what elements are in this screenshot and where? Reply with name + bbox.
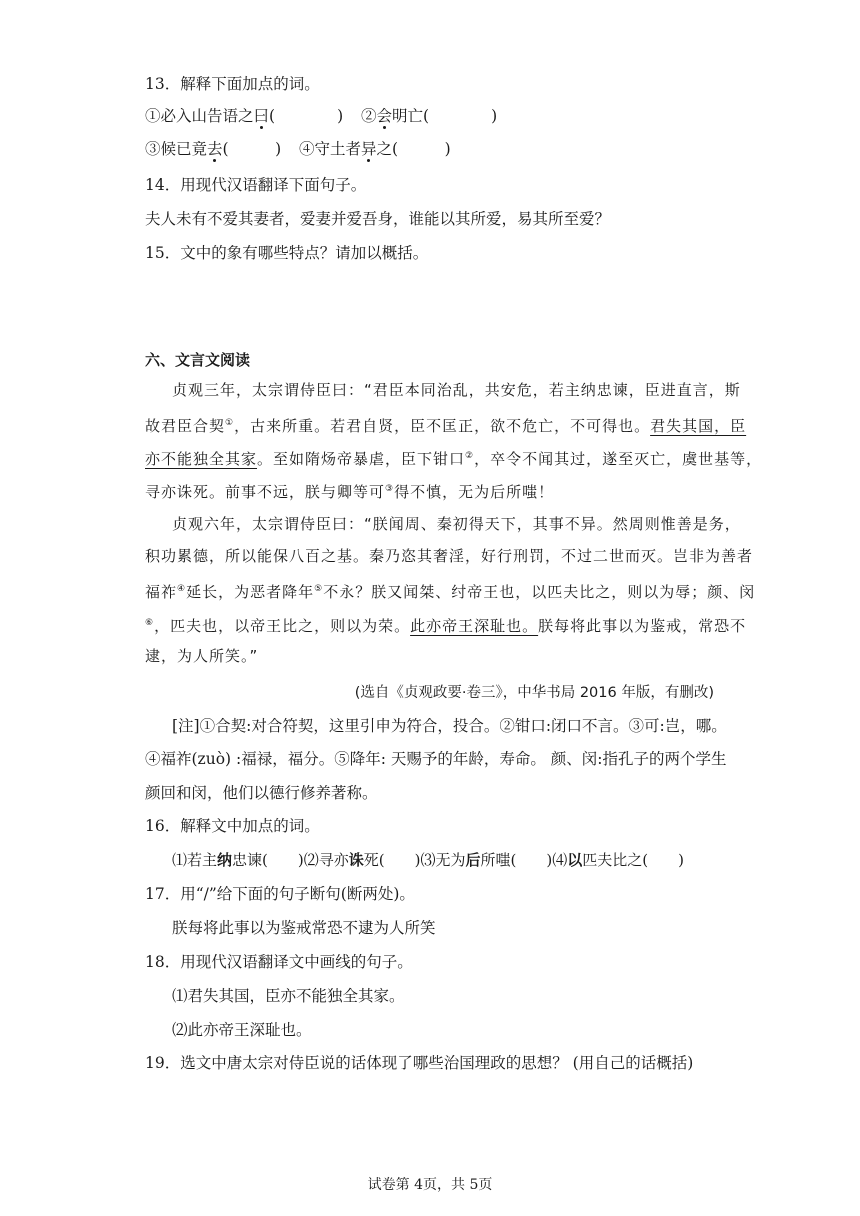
underlined-sentence-1-part-1: 君失其国，臣 bbox=[650, 417, 747, 435]
underlined-sentence-1-part-2: 亦不能独全其家 bbox=[145, 450, 258, 468]
q16-item-4-prefix: ⑷ bbox=[552, 851, 568, 869]
footnote-ref: ② bbox=[465, 451, 475, 461]
q13-item-2-rest[interactable]: 明亡( ) bbox=[392, 107, 498, 125]
q18-sentence-1: ⑴君失其国，臣亦不能独全其家。 bbox=[172, 987, 405, 1005]
q16-title: 16．解释文中加点的词。 bbox=[145, 817, 320, 835]
footnote-ref: ⑥ bbox=[145, 618, 155, 628]
passage-p2-line-3 bbox=[145, 579, 755, 602]
underlined-sentence-2: 此亦帝王深耻也。 bbox=[410, 617, 539, 635]
passage-p2-line-2: 积功累德，所以能保八百之基。秦乃恣其奢淫，好行刑罚，不过二世而灭。岂非为善者 bbox=[145, 547, 754, 565]
q16-items bbox=[172, 850, 684, 870]
q16-item-1-blank[interactable]: 忠谏( ) bbox=[232, 851, 304, 869]
q17-title: 17．用“/”给下面的句子断句(断两处)。 bbox=[145, 885, 415, 903]
q13-item-3-prefix: ③候已竟 bbox=[145, 140, 208, 158]
passage-p1-line-2 bbox=[145, 413, 746, 436]
passage-p1-line-1: 贞观三年，太宗谓侍臣曰：“君臣本同治乱，共安危，若主纳忠谏，臣进直言，斯 bbox=[172, 381, 741, 399]
q17-sentence: 朕每将此事以为鉴戒常恐不逮为人所笑 bbox=[172, 919, 436, 937]
q18-title: 18．用现代汉语翻译文中画线的句子。 bbox=[145, 953, 413, 971]
footnote-ref: ⑤ bbox=[314, 584, 324, 594]
q16-bold-word-1: 纳 bbox=[217, 851, 233, 869]
q14-sentence: 夫人未有不爱其妻者，爱妻并爱吾身，谁能以其所爱，易其所至爱？ bbox=[145, 210, 611, 228]
passage-text: 朕每将此事以为鉴戒，常恐不 bbox=[538, 617, 747, 635]
footnote-ref: ① bbox=[225, 418, 235, 428]
passage-p1-line-4 bbox=[145, 479, 554, 502]
q16-item-4-blank[interactable]: 匹夫比之( ) bbox=[582, 851, 684, 869]
q13-item-4-prefix: ④守土者 bbox=[299, 140, 362, 158]
source-citation: (选自《贞观政要·卷三》，中华书局 2016 年版，有删改) bbox=[354, 685, 714, 701]
q13-dotted-word-4: 异 bbox=[361, 140, 377, 158]
q16-item-2-blank[interactable]: 死( ) bbox=[363, 851, 421, 869]
passage-text: 不永？朕又闻桀、纣帝王也，以匹夫比之，则以为辱；颜、闵 bbox=[323, 583, 756, 601]
notes-line-1: [注]①合契:对合符契，这里引申为符合，投合。②钳口:闭口不言。③可:岂，哪。 bbox=[172, 717, 727, 735]
passage-p2-line-4 bbox=[145, 613, 746, 636]
passage-text: 福祚 bbox=[145, 583, 178, 601]
passage-text: ，匹夫也，以帝王比之，则以为荣。 bbox=[154, 617, 411, 635]
q13-title: 13．解释下面加点的词。 bbox=[145, 75, 320, 93]
passage-p2-line-1: 贞观六年，太宗谓侍臣曰：“朕闻周、秦初得天下，其事不异。然周则惟善是务， bbox=[172, 515, 741, 533]
passage-p2-line-5: 逮，为人所笑。” bbox=[145, 647, 259, 665]
q19-title: 19．选文中唐太宗对侍臣说的话体现了哪些治国理政的思想？ (用自己的话概括) bbox=[145, 1054, 694, 1072]
q13-dotted-word-1: 曰 bbox=[253, 107, 270, 125]
q14-title: 14．用现代汉语翻译下面句子。 bbox=[145, 176, 367, 194]
q13-item-1-prefix: ①必入山告语之 bbox=[145, 107, 254, 125]
q13-dotted-word-2: 会 bbox=[376, 107, 393, 125]
q13-item-2-prefix: ② bbox=[361, 107, 377, 125]
q13-item-4-rest[interactable]: 之( ) bbox=[376, 140, 451, 158]
q16-bold-word-2: 诛 bbox=[348, 851, 364, 869]
section-title: 六、文言文阅读 bbox=[145, 351, 251, 369]
passage-text: 延长，为恶者降年 bbox=[186, 583, 315, 601]
q16-item-1-prefix: ⑴若主 bbox=[172, 851, 218, 869]
passage-p1-line-3 bbox=[145, 446, 762, 469]
q16-item-3-prefix: ⑶无为 bbox=[420, 851, 466, 869]
page-footer: 试卷第 4页，共 5页 bbox=[367, 1177, 493, 1193]
passage-text: ，卒令不闻其过，遂至灭亡，虞世基等， bbox=[474, 450, 763, 468]
q13-answer-blank-3[interactable]: ( ) bbox=[222, 140, 282, 158]
passage-text: 寻亦诛死。前事不远，朕与卿等可 bbox=[145, 483, 386, 501]
q13-row-2 bbox=[145, 139, 451, 159]
q18-sentence-2: ⑵此亦帝王深耻也。 bbox=[172, 1021, 312, 1039]
q15-title: 15．文中的象有哪些特点？请加以概括。 bbox=[145, 244, 429, 262]
q16-item-2-prefix: ⑵寻亦 bbox=[303, 851, 349, 869]
q16-bold-word-3: 后 bbox=[465, 851, 481, 869]
footnote-ref: ③ bbox=[385, 484, 395, 494]
passage-text: 得不慎，无为后所嗤！ bbox=[394, 483, 555, 501]
q16-item-3-blank[interactable]: 所嗤( ) bbox=[480, 851, 553, 869]
q13-row-1 bbox=[145, 106, 497, 126]
passage-text: 。至如隋炀帝暴虐，臣下钳口 bbox=[257, 450, 466, 468]
q13-dotted-word-3: 去 bbox=[207, 140, 223, 158]
notes-line-2: ④福祚(zuò) :福禄，福分。⑤降年: 天赐予的年龄，寿命。 颜、闵:指孔子的两个学生 bbox=[145, 750, 727, 768]
q16-bold-word-4: 以 bbox=[567, 851, 583, 869]
notes-line-3: 颜回和闵，他们以德行修养著称。 bbox=[145, 784, 378, 802]
passage-text: 故君臣合契 bbox=[145, 417, 226, 435]
q13-answer-blank-1[interactable]: ( ) bbox=[269, 107, 344, 125]
footnote-ref: ④ bbox=[177, 584, 187, 594]
passage-text: ，古来所重。若君自贤，臣不匡正，欲不危亡，不可得也。 bbox=[234, 417, 651, 435]
